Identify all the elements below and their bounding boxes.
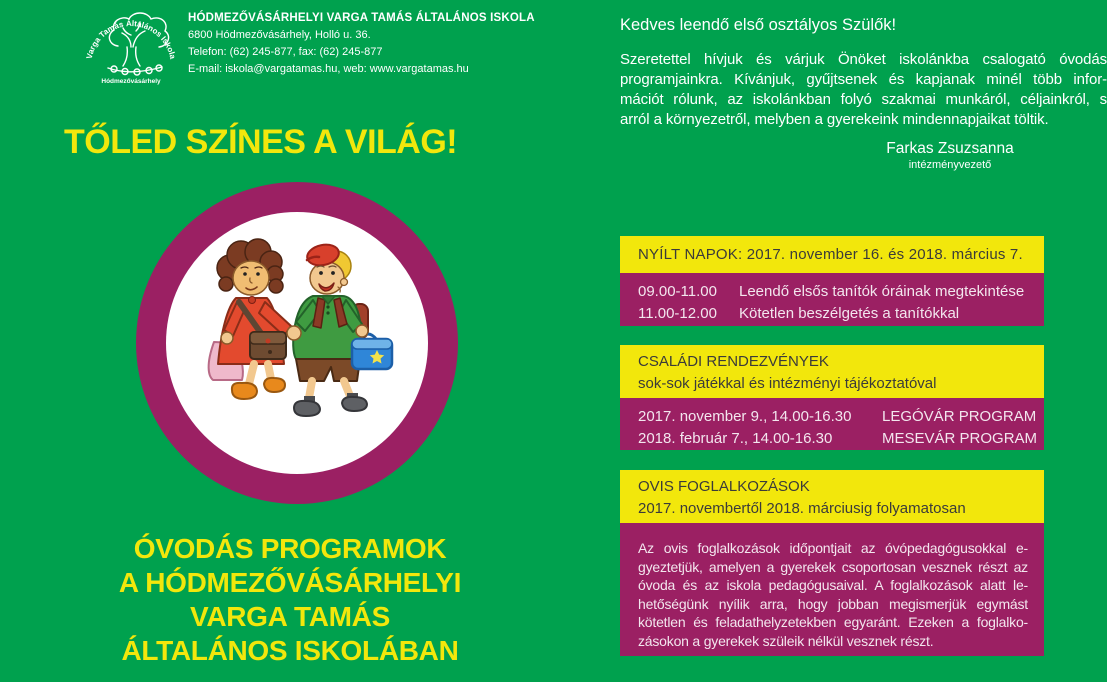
logo-arc-text: Varga Tamás Általános Iskola bbox=[84, 18, 178, 60]
school-contact-block bbox=[188, 10, 535, 78]
tree-icon bbox=[78, 2, 184, 90]
kindergarten-sessions-title: OVIS FOGLALKOZÁSOK bbox=[638, 478, 810, 495]
schedule-row bbox=[638, 428, 1044, 450]
open-days-header: NYÍLT NAPOK: 2017. november 16. és 2018. március 7. bbox=[620, 236, 1044, 273]
family-events-title: CSALÁDI RENDEZVÉNYEK bbox=[638, 353, 829, 370]
open-days-schedule bbox=[620, 273, 1044, 326]
slogan: TŐLED SZÍNES A VILÁG! bbox=[64, 123, 458, 161]
schedule-row bbox=[638, 281, 1044, 303]
kindergarten-sessions-subtitle: 2017. novembertől 2018. márciusig folyamatosan bbox=[638, 500, 966, 517]
intro-line: arról a környezetről, melyben a gyerekeink mindennapjaikat töltik. bbox=[620, 111, 1049, 128]
kindergarten-sessions-body bbox=[620, 523, 1044, 656]
schedule-time: 11.00-12.00 bbox=[638, 305, 717, 322]
illustration-disc bbox=[136, 182, 458, 504]
main-title-line: ÁLTALÁNOS ISKOLÁBAN bbox=[121, 635, 459, 666]
children-illustration bbox=[166, 212, 428, 474]
schedule-program: MESEVÁR PROGRAM bbox=[882, 430, 1038, 447]
body-line: Az ovis foglalkozások időpontjait az óvópedagógusokkal e- bbox=[638, 540, 1028, 556]
illustration-disc-inner bbox=[166, 212, 428, 474]
signature-block bbox=[870, 140, 1030, 172]
main-title-line: ÓVODÁS PROGRAMOK bbox=[133, 533, 447, 564]
intro-body bbox=[620, 50, 1107, 130]
body-line: zásokon a gyerekek szüleik nélkül vesznek részt. bbox=[638, 632, 934, 649]
schedule-time: 09.00-11.00 bbox=[638, 283, 717, 300]
family-events-schedule bbox=[620, 398, 1044, 450]
intro-letter bbox=[620, 14, 1107, 172]
logo-city-text: Hódmezővásárhely bbox=[101, 78, 161, 85]
intro-line: programjainkra. Kívánjuk, gyűjtsenek és kapjanak minél több infor- bbox=[620, 71, 1107, 88]
schedule-program: LEGÓVÁR PROGRAM bbox=[882, 408, 1037, 425]
school-phone: Telefon: (62) 245-877, fax: (62) 245-877 bbox=[188, 46, 383, 58]
main-title bbox=[60, 532, 520, 668]
intro-line: Szeretettel hívjuk és várjuk Önöket iskolánkba csalogató óvodás bbox=[620, 51, 1107, 68]
family-events-header bbox=[620, 345, 1044, 398]
kindergarten-sessions-header bbox=[620, 470, 1044, 523]
main-title-line: A HÓDMEZŐVÁSÁRHELYI bbox=[118, 567, 462, 598]
intro-line: mációt rólunk, az iskolánkban folyó szakmai munkáról, céljainkról, s bbox=[620, 91, 1107, 108]
schedule-date: 2017. november 9., 14.00-16.30 bbox=[638, 408, 852, 425]
school-email-web: E-mail: iskola@vargatamas.hu, web: www.vargatamas.hu bbox=[188, 63, 469, 75]
schedule-row bbox=[638, 303, 1044, 325]
schedule-row bbox=[638, 406, 1044, 428]
schedule-date: 2018. február 7., 14.00-16.30 bbox=[638, 430, 833, 447]
body-line: kötetlen és feladathelyzetekben egyaránt. Ezeken a foglalko- bbox=[638, 614, 1028, 631]
family-events-subtitle: sok-sok játékkal és intézményi tájékoztatóval bbox=[638, 375, 937, 392]
body-line: óvoda és az iskola pedagógusaival. A foglalkozások alatt le- bbox=[638, 577, 1028, 594]
school-logo bbox=[78, 2, 184, 90]
school-name: HÓDMEZŐVÁSÁRHELYI VARGA TAMÁS ÁLTALÁNOS ISKOLA bbox=[188, 12, 535, 24]
schedule-activity: Kötetlen beszélgetés a tanítókkal bbox=[739, 305, 960, 322]
signer-name: Farkas Zsuzsanna bbox=[886, 140, 1014, 157]
main-title-line: VARGA TAMÁS bbox=[190, 601, 390, 632]
body-line: hetőségünk nyílik arra, hogy jobban megismerjük egymást bbox=[638, 595, 1028, 612]
greeting: Kedves leendő első osztályos Szülők! bbox=[620, 16, 897, 34]
body-line: gyeztetjük, amelyen a gyerekek csoportosan vesznek részt az bbox=[638, 558, 1028, 575]
signer-title: intézményvezető bbox=[908, 159, 992, 171]
svg-text:Varga Tamás Általános Iskola bbox=[85, 19, 178, 60]
schedule-activity: Leendő elsős tanítók óráinak megtekintése bbox=[739, 283, 1025, 300]
school-address: 6800 Hódmezővásárhely, Holló u. 36. bbox=[188, 29, 371, 41]
